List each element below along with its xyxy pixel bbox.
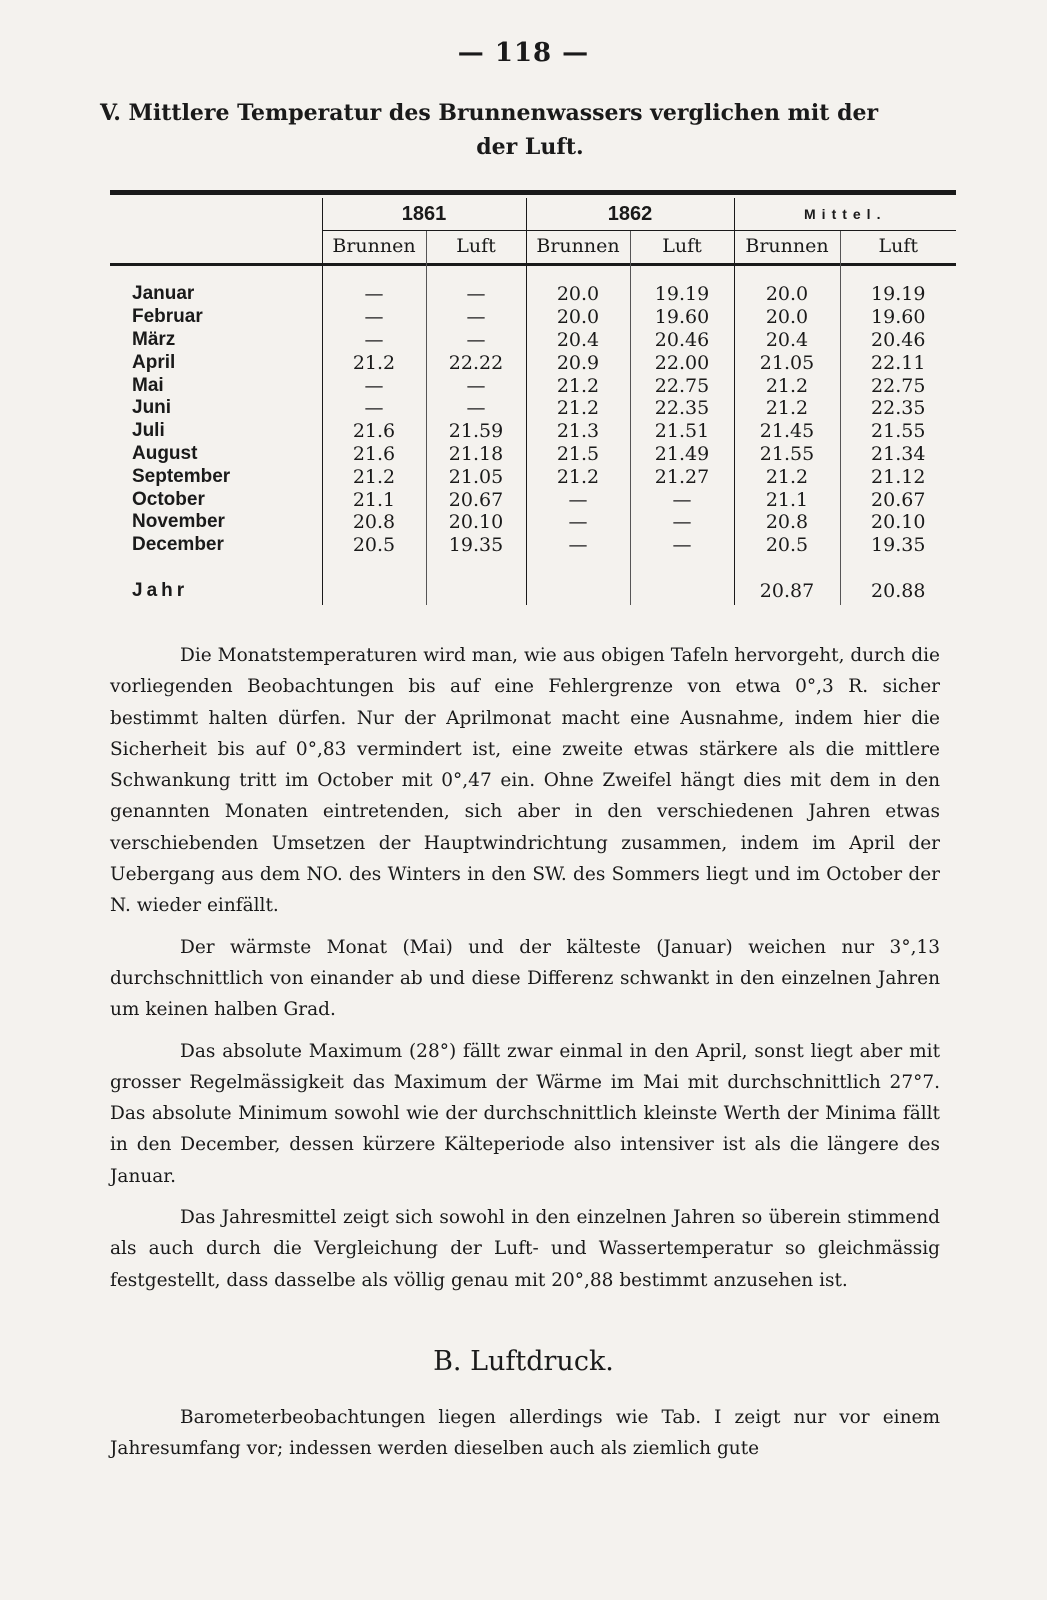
table-cell: 21.6 — [322, 443, 426, 466]
table-cell: — — [630, 511, 734, 534]
temperature-table — [110, 198, 956, 605]
table-cell: — — [630, 488, 734, 511]
table-row — [110, 306, 956, 329]
table-cell: 21.2 — [734, 374, 840, 397]
month-label: Januar — [132, 283, 195, 305]
subheader-brunnen: Brunnen — [322, 231, 426, 262]
table-cell: 21.6 — [322, 420, 426, 443]
table-cell: 20.67 — [426, 488, 526, 511]
table-cell: 20.46 — [630, 329, 734, 352]
body-text-luftdruck — [110, 1402, 940, 1475]
table-cell: 21.2 — [526, 374, 630, 397]
subheader-luft: Luft — [630, 231, 734, 262]
subheader-luft: Luft — [840, 231, 956, 262]
table-row-jahr — [110, 577, 956, 605]
table-row — [110, 420, 956, 443]
table-cell: 20.4 — [734, 329, 840, 352]
table-cell: — — [426, 283, 526, 306]
table-cell: 21.2 — [322, 465, 426, 488]
table-row — [110, 443, 956, 466]
table-cell: 19.35 — [840, 534, 956, 557]
month-label: November — [132, 511, 225, 533]
table-cell: 21.59 — [426, 420, 526, 443]
table-cell: 20.0 — [734, 306, 840, 329]
month-label: Juli — [132, 420, 165, 442]
table-cell: 20.5 — [322, 534, 426, 557]
table-cell: — — [322, 306, 426, 329]
table-cell: 20.8 — [734, 511, 840, 534]
table-cell: — — [322, 397, 426, 420]
table-cell: 21.55 — [734, 443, 840, 466]
year-header-1861: 1861 — [322, 198, 526, 231]
year-header-mittel: Mittel. — [734, 198, 956, 231]
table-cell: 21.34 — [840, 443, 956, 466]
table-cell: 19.35 — [426, 534, 526, 557]
table-cell: 19.60 — [840, 306, 956, 329]
table-cell: 20.8 — [322, 511, 426, 534]
year-header-1862: 1862 — [526, 198, 734, 231]
table-cell: — — [322, 374, 426, 397]
table-cell: 21.2 — [734, 465, 840, 488]
paragraph: Die Monatstemperaturen wird man, wie aus obigen Tafeln hervorgeht, durch die vorliegenden Beobachtungen bis auf eine Fehlergrenze von etwa 0°,3 R. sicher bestimmt halten dürfen. Nur der Aprilmonat macht eine Ausnahme, indem hier die Sicherheit bis auf 0°,83 vermindert ist, eine zweite etwas stärkere als die mittlere Schwankung tritt im October mit 0°,47 ein. Ohne Zweifel hängt dies mit dem in den genannten Monaten eintretenden, sich aber in den verschiedenen Jahren etwas verschiebenden Umsetzen der Hauptwindrichtung zusammen, indem im April der Uebergang aus dem NO. des Winters in den SW. des Sommers liegt und im October der N. wieder einfällt. — [110, 645, 940, 917]
subheader-brunnen: Brunnen — [526, 231, 630, 262]
paragraph: Das absolute Maximum (28°) fällt zwar einmal in den April, sonst liegt aber mit grosser Regelmässigkeit das Maximum der Wärme im Mai mit durchschnittlich 27°7. Das absolute Minimum sowohl wie der durchschnittlich kleinste Werth der Minima fällt in den December, dessen kürzere Kälteperiode also intensiver ist als die längere des Januar. — [110, 1040, 940, 1187]
table-cell: 21.2 — [734, 397, 840, 420]
table-cell: 20.0 — [526, 306, 630, 329]
table-row — [110, 465, 956, 488]
subheader-brunnen: Brunnen — [734, 231, 840, 262]
table-cell: — — [426, 306, 526, 329]
paragraph: Barometerbeobachtungen liegen allerdings wie Tab. I zeigt nur vor einem Jahresumfang vor; indessen werden dieselben auch als ziemlich gute — [110, 1407, 940, 1460]
table-cell — [322, 577, 426, 605]
month-label: Mai — [132, 374, 164, 396]
month-label: October — [132, 488, 205, 510]
month-label: September — [132, 465, 231, 487]
table-cell: 22.75 — [630, 374, 734, 397]
month-label: Juni — [132, 397, 172, 419]
table-cell: 22.35 — [630, 397, 734, 420]
table-cell: 20.10 — [840, 511, 956, 534]
table-corner — [110, 198, 322, 231]
table-cell: 22.75 — [840, 374, 956, 397]
table-cell: 21.5 — [526, 443, 630, 466]
table-cell: 21.49 — [630, 443, 734, 466]
table-cell — [526, 577, 630, 605]
table-cell: 21.12 — [840, 465, 956, 488]
table-cell: — — [630, 534, 734, 557]
table-cell: 21.27 — [630, 465, 734, 488]
table-cell: 19.19 — [630, 283, 734, 306]
table-cell: — — [322, 329, 426, 352]
table-row — [110, 374, 956, 397]
table-cell: 19.19 — [840, 283, 956, 306]
table-cell: 20.0 — [526, 283, 630, 306]
table-cell: 20.10 — [426, 511, 526, 534]
month-label: Februar — [132, 306, 203, 328]
table-cell: 20.9 — [526, 351, 630, 374]
table-cell: 20.46 — [840, 329, 956, 352]
table-cell: 21.51 — [630, 420, 734, 443]
table-cell: 21.2 — [526, 465, 630, 488]
table-row — [110, 534, 956, 557]
section-title-line2: der Luft. — [476, 134, 584, 160]
table-cell: 21.55 — [840, 420, 956, 443]
table-cell — [630, 577, 734, 605]
table-cell: 21.2 — [322, 351, 426, 374]
body-text — [110, 640, 940, 1306]
jahr-mittel-luft: 20.88 — [840, 577, 956, 605]
jahr-mittel-brunnen: 20.87 — [734, 577, 840, 605]
table-row — [110, 488, 956, 511]
table-row — [110, 283, 956, 306]
table-top-rule — [110, 190, 956, 195]
table-cell: 21.05 — [426, 465, 526, 488]
table-cell: — — [426, 329, 526, 352]
table-row — [110, 329, 956, 352]
table-cell: — — [322, 283, 426, 306]
table-cell: 21.18 — [426, 443, 526, 466]
table-corner-sub — [110, 231, 322, 262]
month-label: März — [132, 328, 176, 350]
table-row — [110, 397, 956, 420]
table-cell: 22.11 — [840, 351, 956, 374]
table-cell: 19.60 — [630, 306, 734, 329]
month-label: August — [132, 442, 198, 464]
table-cell: 21.1 — [734, 488, 840, 511]
section-heading-luftdruck: B. Luftdruck. — [433, 1346, 614, 1377]
section-title — [100, 96, 960, 164]
table-cell: — — [526, 534, 630, 557]
paragraph: Das Jahresmittel zeigt sich sowohl in den einzelnen Jahren so überein stimmend als auch durch die Vergleichung der Luft- und Wassertemperatur so gleichmässig festgestellt, dass dasselbe als völlig genau mit 20°,88 bestimmt anzusehen ist. — [110, 1207, 940, 1291]
table-cell: — — [426, 374, 526, 397]
table-cell: — — [426, 397, 526, 420]
page-number: — 118 — — [457, 38, 590, 68]
section-title-line1: V. Mittlere Temperatur des Brunnenwassers verglichen mit der — [100, 100, 879, 126]
table-cell: 22.22 — [426, 351, 526, 374]
table-cell: — — [526, 488, 630, 511]
table-cell: 20.67 — [840, 488, 956, 511]
table-cell: 20.0 — [734, 283, 840, 306]
table-cell: 21.05 — [734, 351, 840, 374]
table-cell: — — [526, 511, 630, 534]
table-cell: 20.5 — [734, 534, 840, 557]
table-cell: 20.4 — [526, 329, 630, 352]
month-label: April — [132, 351, 176, 373]
table-row — [110, 511, 956, 534]
table-cell — [426, 577, 526, 605]
table-cell: 22.35 — [840, 397, 956, 420]
table-cell: 22.00 — [630, 351, 734, 374]
table-cell: 21.3 — [526, 420, 630, 443]
table-row — [110, 351, 956, 374]
table-cell: 21.2 — [526, 397, 630, 420]
subheader-luft: Luft — [426, 231, 526, 262]
table-cell: 21.45 — [734, 420, 840, 443]
table-cell: 21.1 — [322, 488, 426, 511]
paragraph: Der wärmste Monat (Mai) und der kälteste (Januar) weichen nur 3°,13 durchschnittlich von einander ab und diese Differenz schwankt in den einzelnen Jahren um keinen halben Grad. — [110, 936, 940, 1021]
jahr-label: Jahr — [132, 579, 189, 601]
month-label: December — [132, 534, 224, 556]
